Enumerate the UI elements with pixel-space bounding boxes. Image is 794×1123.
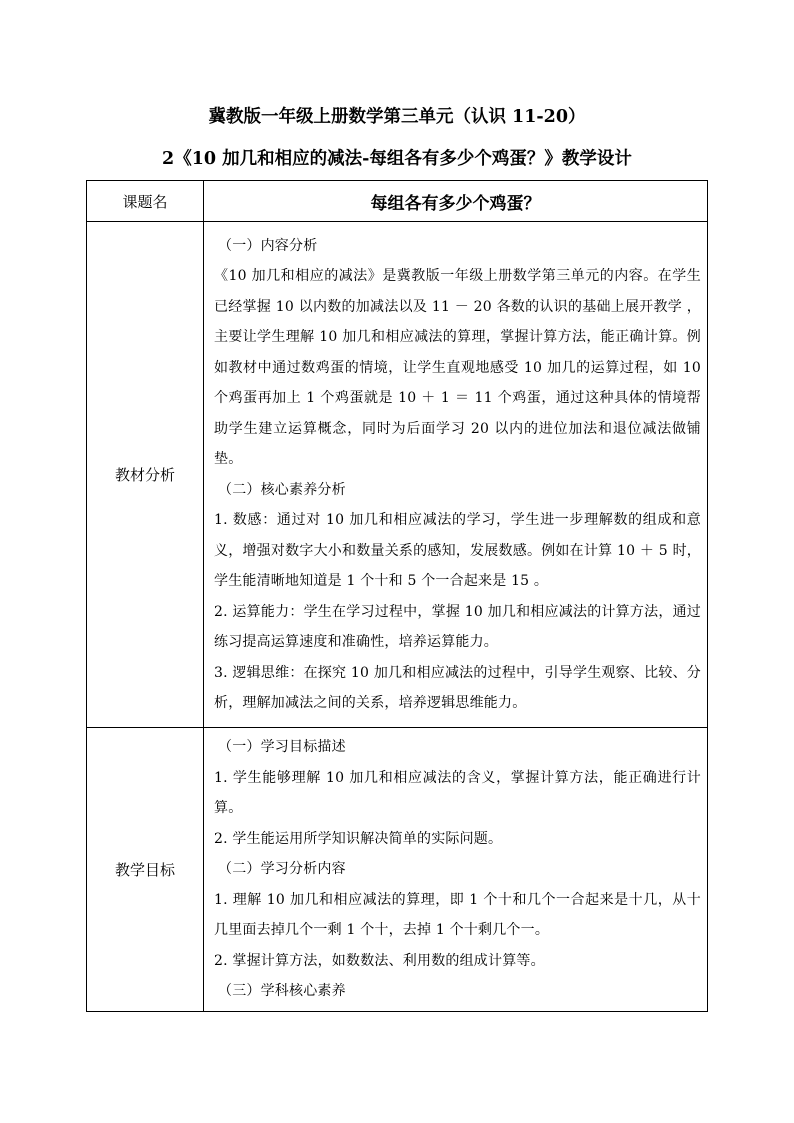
core-literacy-item-number-sense: 1. 数感：通过对 10 加几和相应减法的学习，学生进一步理解数的组成和意义，增强对数字大小和数量关系的感知，发展数感。例如在计算 10 ＋ 5 时，学生能清晰地知道是 1 个十和 5 个一合起来是 15 。 xyxy=(214,512,701,589)
material-analysis-label: 教材分析 xyxy=(87,222,204,728)
table-row-teaching-goals xyxy=(87,728,708,1012)
learning-content-item: 1. 理解 10 加几和相应减法的算理，即 1 个十和几个一合起来是十几，从十几里面去掉几个一剩 1 个十，去掉 1 个十剩几个一。 xyxy=(214,891,701,938)
table-row-material-analysis xyxy=(87,222,708,728)
content-analysis-heading: （一）内容分析 xyxy=(218,237,318,254)
subject-literacy-heading: （三）学科核心素养 xyxy=(218,983,346,999)
teaching-goals-cell xyxy=(204,728,708,1012)
table-row-topic xyxy=(87,181,708,222)
learning-goals-heading: （一）学习目标描述 xyxy=(218,739,346,755)
learning-content-heading: （二）学习分析内容 xyxy=(218,861,346,877)
learning-goal-item: 1. 学生能够理解 10 加几和相应减法的含义，掌握计算方法，能正确进行计算。 xyxy=(214,769,701,816)
content-analysis-text: 《10 加几和相应的减法》是冀教版一年级上册数学第三单元的内容。在学生已经掌握 10 以内数的加减法以及 11 － 20 各数的认识的基础上展开教学 ，主要让学生理解 10 加几和相应减法的算理，掌握计算方法，能正确计算。例如教材中通过数鸡蛋的情境，让学生直观地感受 10 加几的运算过程，如 10 个鸡蛋再加上 1 个鸡蛋就是 10 ＋ 1 ＝ 11 个鸡蛋，通过这种具体的情境帮助学生建立运算概念，同时为后面学习 20 以内的进位加法和退位减法做铺垫。 xyxy=(214,268,701,467)
document-title-line2: 2《10 加几和相应的减法-每组各有多少个鸡蛋？》教学设计 xyxy=(162,149,632,169)
document-title-line1: 冀教版一年级上册数学第三单元（认识 11-20） xyxy=(208,107,586,127)
topic-value: 每组各有多少个鸡蛋？ xyxy=(204,181,708,222)
core-literacy-heading: （二）核心素养分析 xyxy=(218,481,346,498)
topic-label: 课题名 xyxy=(87,181,204,222)
learning-content-item: 2. 掌握计算方法，如数数法、利用数的组成计算等。 xyxy=(214,952,545,969)
core-literacy-item-logic: 3. 逻辑思维：在探究 10 加几和相应减法的过程中，引导学生观察、比较、分析，理解加减法之间的关系，培养逻辑思维能力。 xyxy=(214,664,701,711)
lesson-plan-table xyxy=(86,180,708,1012)
material-analysis-cell xyxy=(204,222,708,728)
teaching-goals-label: 教学目标 xyxy=(87,728,204,1012)
core-literacy-item-operation: 2. 运算能力：学生在学习过程中，掌握 10 加几和相应减法的计算方法，通过练习提高运算速度和准确性，培养运算能力。 xyxy=(214,603,701,650)
learning-goal-item: 2. 学生能运用所学知识解决简单的实际问题。 xyxy=(214,830,503,847)
